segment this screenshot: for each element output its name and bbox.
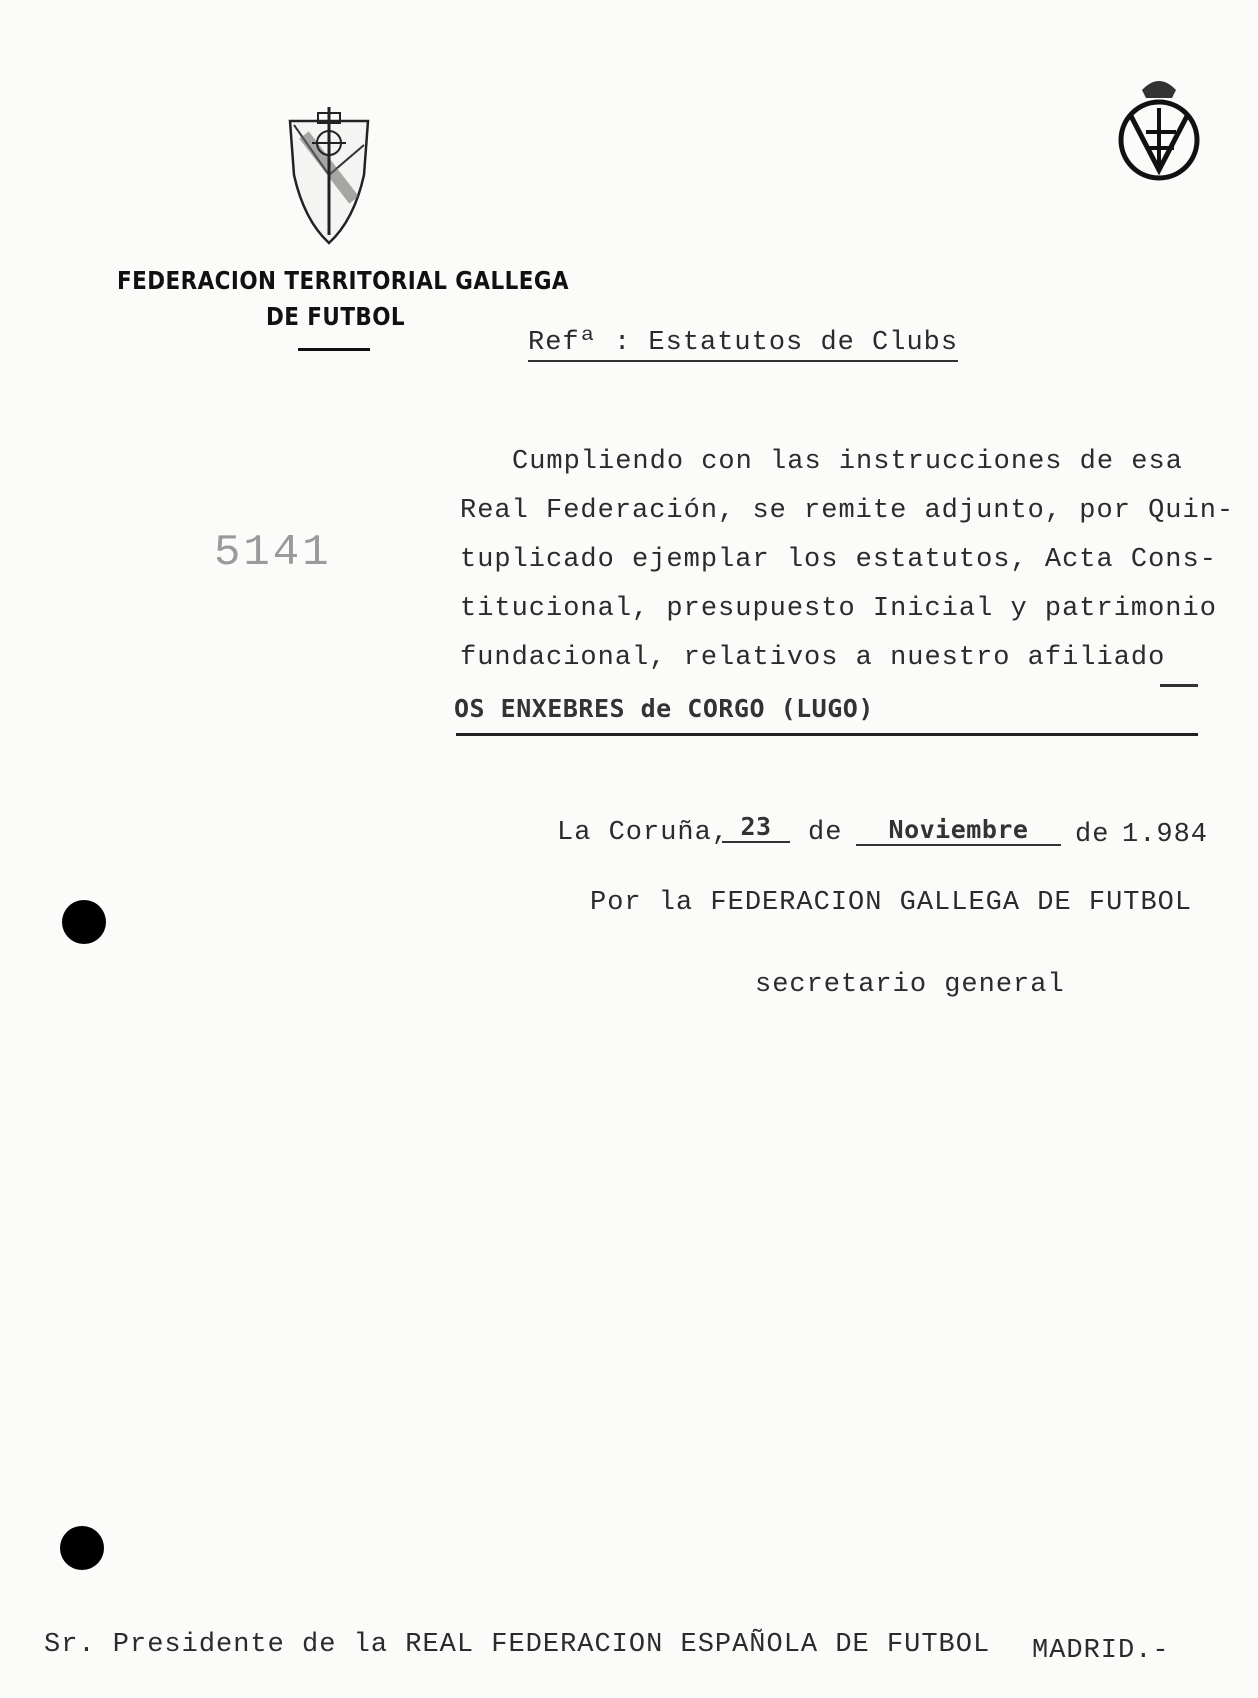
body-line-5: fundacional, relativos a nuestro afiliado	[460, 643, 1166, 673]
punch-hole-bottom	[60, 1526, 104, 1570]
org-name-line2: DE FUTBOL	[266, 302, 406, 331]
club-name: OS ENXEBRES de CORGO (LUGO)	[454, 694, 874, 723]
addressee-city: MADRID.-	[1032, 1636, 1170, 1666]
fill-line	[1160, 684, 1198, 687]
signature-line: Por la FEDERACION GALLEGA DE FUTBOL	[590, 888, 1193, 918]
date-place: La Coruña,	[557, 818, 730, 848]
addressee-line: Sr. Presidente de la REAL FEDERACION ESPAÑOLA DE FUTBOL	[44, 1630, 991, 1660]
rfef-crest-icon	[1116, 70, 1202, 186]
club-underline	[456, 733, 1198, 736]
stamp-number: 5141	[214, 528, 332, 578]
body-line-2: Real Federación, se remite adjunto, por Quin-	[460, 496, 1235, 526]
date-de-2: de	[1075, 820, 1110, 850]
date-year: 1.984	[1122, 820, 1209, 850]
date-day: 23	[722, 812, 790, 843]
date-month: Noviembre	[856, 815, 1061, 846]
body-line-4: titucional, presupuesto Inicial y patrimonio	[460, 594, 1217, 624]
org-divider	[298, 348, 370, 351]
signature-title: secretario general	[755, 970, 1065, 1000]
punch-hole-top	[62, 900, 106, 944]
date-de-1: de	[808, 818, 843, 848]
body-line-1: Cumpliendo con las instrucciones de esa	[512, 447, 1183, 477]
body-line-3: tuplicado ejemplar los estatutos, Acta Cons-	[460, 545, 1217, 575]
org-name-line1: FEDERACION TERRITORIAL GALLEGA	[117, 266, 569, 295]
shield-emblem-icon	[284, 105, 374, 245]
reference-label: Refª : Estatutos de Clubs	[528, 328, 958, 362]
